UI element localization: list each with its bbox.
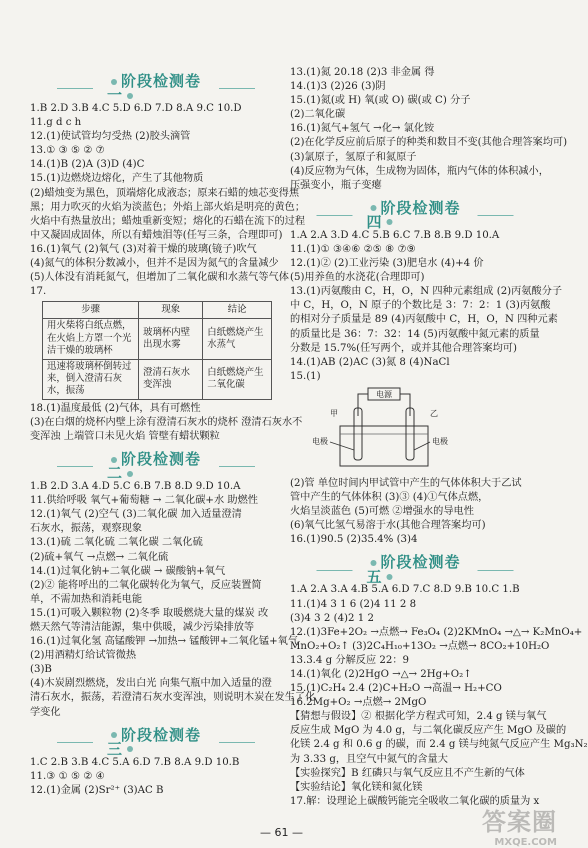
electrode-b-label: 电极: [432, 436, 448, 446]
heading-text: 阶段检测卷二: [107, 450, 202, 483]
heading-text: 阶段检测卷五: [366, 553, 461, 586]
answer-line: 16.2Mg+O₂ →点燃→ 2MgO: [290, 697, 427, 709]
electrode-a-pointer: [330, 442, 354, 450]
answer-line: 的质量比是 36：7：32：14 (5)丙氨酸中氮元素的质量: [290, 328, 540, 340]
answer-line: 15.(1): [290, 370, 321, 382]
table-header: 步骤: [43, 302, 139, 319]
answer-line: (5)人体没有消耗氮气，但增加了二氧化碳和水蒸气等气体: [30, 272, 289, 284]
answer-line: 13.① ③ ⑤ ② ⑦: [30, 145, 105, 157]
answer-line: 16.(1)过氧化氢 高锰酸钾 →加热→ 锰酸钾+二氧化锰+氧气: [30, 636, 299, 648]
answer-line: 1.B 2.D 3.A 4.D 5.C 6.B 7.B 8.D 9.D 10.A: [30, 481, 241, 493]
answer-line: 16.(1)90.5 (2)35.4% (3)4: [290, 534, 418, 546]
table-header: 结论: [203, 302, 272, 319]
water-trough: [340, 426, 428, 466]
answer-line: 火焰中有热量放出；蜡烛重新变短；熔化的石蜡在流下的过程: [30, 215, 306, 227]
table-row: [43, 319, 272, 359]
power-source-label: 电源: [376, 389, 392, 399]
electrode-a-label: 电极: [312, 436, 328, 446]
tube-b-label: 乙: [430, 408, 438, 418]
section-heading-1: [30, 70, 282, 105]
section-4-answers-cont: [290, 477, 540, 547]
answer-line: 反应生成 MgO 为 4.0 g，与二氧化碳反应产生 MgO 及碳的: [290, 725, 567, 737]
watermark: [482, 802, 557, 848]
section-heading-3: [30, 724, 282, 758]
answer-line: 14.(1)3 (2)26 (3)阴: [290, 81, 386, 93]
answer-line: (2)二氧化碳: [290, 109, 346, 121]
section-5-answers: [290, 583, 588, 809]
answer-line: 14.(1)B (2)A (3)D (4)C: [30, 159, 145, 171]
section-3-answers-cont: [290, 66, 568, 193]
left-column: [30, 66, 316, 798]
page-number: — 61 —: [260, 826, 303, 839]
answer-line: (4)氮气的体积分数减小，但并不是因为氮气的含量减少: [30, 258, 279, 270]
answer-line: 15.(1)边燃烧边熔化，产生了其他物质: [30, 173, 204, 185]
answer-line: (4)反应物为气体，生成物为固体，瓶内气体的体积减小，: [290, 165, 549, 177]
table-cell: 玻璃杯内壁出现水雾: [139, 319, 203, 359]
answer-line: 11.(1)① ③④⑥ ②⑤ ⑧ ⑦⑨: [290, 243, 416, 255]
answer-line: (3)4 3 2 (4)2 1 2: [290, 612, 374, 624]
answer-line: MnO₂+O₂↑ (3)2C₄H₁₀+13O₂ →点燃→ 8CO₂+10H₂O: [290, 640, 550, 652]
answer-line: 17.解：设理论上碳酸钙能完全吸收二氧化碳的质量为 x: [290, 795, 540, 807]
answer-line: 17.: [30, 286, 47, 298]
answer-line: 学变化: [30, 706, 61, 718]
answer-line: 【实验结论】氧化镁和氮化镁: [290, 781, 423, 793]
section-heading-4: [290, 197, 540, 231]
answer-line: 13.(1)硫 二氧化硫 二氧化碳 二氧化硫: [30, 537, 203, 549]
answer-line: 【猜想与假设】② 根据化学方程式可知，2.4 g 镁与氧气: [290, 711, 547, 723]
answer-line: 16.(1)氮气+氢气 →化→ 氯化铵: [290, 123, 435, 135]
heading-text: 阶段检测卷四: [366, 198, 461, 231]
answer-line: 1.A 2.A 3.D 4.C 5.B 6.C 7.B 8.B 9.D 10.A: [290, 229, 500, 241]
right-column: [290, 66, 588, 809]
table-row: [43, 359, 272, 399]
answer-line: (3)氯原子，氢原子和氮原子: [290, 151, 417, 163]
answer-line: 11.(1)4 3 1 6 (2)4 11 2 8: [290, 598, 417, 610]
answer-line: 12.(1)3Fe+2O₂ →点燃→ Fe₃O₄ (2)2KMnO₄ →△→ K₂MnO₄+: [290, 626, 583, 638]
answer-line: 13.3.4 g 分解反应 22：9: [290, 654, 410, 666]
section-1-answers-cont: [30, 402, 303, 444]
answer-line: 1.A 2.A 3.A 4.B 5.A 6.D 7.C 8.D 9.B 10.C 1.B: [290, 584, 520, 596]
answer-line: 15.(1)C₂H₄ 2.4 (2)C+H₂O →高温→ H₂+CO: [290, 683, 502, 695]
answer-line: 14.(1)过氧化钠+二氧化碳 → 碳酸钠+氧气: [30, 565, 226, 577]
answer-line: 压强变小，瓶子变瘪: [290, 179, 382, 191]
answer-line: 13.(1)丙氨酸由 C，H，O，N 四种元素组成 (2)丙氨酸分子: [290, 286, 563, 298]
answer-line: 16.(1)氧气 (2)氧气 (3)对着干燥的玻璃(镜子)吹气: [30, 243, 257, 255]
answer-line: 石灰水，振荡，观察现象: [30, 523, 143, 535]
answer-line: 12.(1)② (2)工业污染 (3)肥皂水 (4)+4 价: [290, 258, 484, 270]
answer-line: 燃天然气等清洁能源，集中供暖，减少污染排放等: [30, 621, 255, 633]
answer-line: 中又凝固成固体，所以有蜡烛泪等(任写三条，合理即可): [30, 229, 283, 241]
section-3-answers: [30, 756, 282, 798]
section-1-answers: [30, 102, 306, 299]
answer-line: 化镁 2.4 g 和 0.6 g 的碳，而 2.4 g 镁与纯氮气反应产生 Mg₃N₂: [290, 739, 588, 751]
heading-text: 阶段检测卷一: [107, 72, 202, 105]
answer-line: 为 3.33 g，且空气中氮气的含量大: [290, 753, 448, 765]
answer-line: 管中产生的气体体积 (3)③ (4)①气体点燃，: [290, 492, 489, 504]
answer-line: 13.(1)氮 20.18 (2)3 非金属 得: [290, 67, 435, 78]
answer-line: (2)硫+氧气 →点燃→ 二氧化硫: [30, 551, 169, 563]
answer-line: (2)蜡烛变为黑色，顶端熔化成液态；原来石蜡的烛芯变得焦: [30, 187, 300, 199]
answer-line: 中 C，H，O，N 原子的个数比是 3：7：2：1 (3)丙氨酸: [290, 300, 551, 312]
tube-a-label: 甲: [330, 408, 338, 418]
table-cell: 白纸燃烧产生水蒸气: [203, 319, 272, 359]
table-cell: 迅速将玻璃杯倒转过来，倒入澄清石灰水，振荡: [43, 359, 139, 399]
watermark-subtext: MXQE.COM: [494, 837, 557, 848]
answer-line: 11.供给呼吸 氧气+葡萄糖 → 二氧化碳+水 助燃性: [30, 495, 258, 507]
section-2-answers: [30, 480, 316, 720]
answer-line: 火焰呈淡蓝色 (5)可燃 ②增强水的导电性: [290, 506, 474, 518]
answer-line: 15.(1)氮(或 H) 氧(或 O) 碳(或 C) 分子: [290, 95, 471, 107]
watermark-text: 答案圈: [482, 808, 557, 836]
table-header: 现象: [139, 302, 203, 319]
answer-line: 12.(1)氧气 (2)空气 (3)二氧化碳 加入适量澄清: [30, 509, 242, 521]
answer-line: (2)用酒精灯给试管微热: [30, 650, 137, 662]
section-heading-2: [30, 448, 282, 483]
answer-line: 12.(1)金属 (2)Sr²⁺ (3)AC B: [30, 784, 164, 796]
answer-line: 18.(1)温度最低 (2)气体，具有可燃性: [30, 402, 201, 414]
answer-line: (4)木炭剧烈燃烧，发出白光 向集气瓶中加入适量的澄: [30, 678, 272, 690]
answer-line: (2)在化学反应前后原子的种类和数目不变(其他合理答案均可): [290, 137, 568, 149]
answer-line: 黑；用力吹灭的火焰为淡蓝色；外焰上部火焰是明亮的黄色；: [30, 201, 306, 213]
answer-line: 清石灰水，振荡，若澄清石灰水变浑浊，则说明木炭在发生了化: [30, 692, 316, 704]
answer-line: 11.g d c h: [30, 117, 82, 129]
answer-line: 【实验探究】B 红磷只与氧气反应且不产生新的气体: [290, 767, 525, 779]
table-cell: 用火柴将白纸点燃，在火焰上方罩一个光洁干燥的玻璃杯: [43, 319, 139, 359]
answer-line: 14.(1)AB (2)AC (3)氮 8 (4)NaCl: [290, 356, 450, 368]
answer-line: 12.(1)使试管均匀受热 (2)胶头滴管: [30, 131, 191, 143]
answer-line: (3)在白烟的烧杯内壁上涂有澄清石灰水的烧杯 澄清石灰水不: [30, 416, 303, 428]
answer-line: 变浑浊 上端管口未见火焰 管壁有蜡状颗粒: [30, 430, 220, 442]
section-heading-5: [290, 551, 540, 586]
answer-line: (2)② 能将呼出的二氧化碳转化为氧气，反应装置简: [30, 579, 262, 591]
answer-line: 的相对分子质量是 89 (4)丙氨酸中 C，H，O，N 四种元素: [290, 314, 558, 326]
table-header-row: [43, 302, 272, 319]
answer-line: (3)B: [30, 664, 52, 676]
heading-text: 阶段检测卷三: [107, 725, 202, 758]
answer-line: 11.③ ① ⑤ ② ④: [30, 770, 105, 782]
answer-line: 分数是 15.7%(任写两个，或并其他合理答案均可): [290, 342, 517, 354]
table-cell: 白纸燃烧产生二氧化碳: [203, 359, 272, 399]
experiment-table: [42, 301, 272, 399]
table-cell: 澄清石灰水变浑浊: [139, 359, 203, 399]
answer-line: (6)氧气比氢气易溶于水(其他合理答案均可): [290, 520, 486, 532]
answer-line: (2)管 单位时间内甲试管中产生的气体体积大于乙试: [290, 477, 522, 489]
answer-line: 14.(1)氧化 (2)2HgO →△→ 2Hg+O₂↑: [290, 669, 472, 680]
section-4-answers: [290, 229, 563, 384]
answer-line: (5)用养鱼的水浇花(合理即可): [290, 272, 425, 284]
answer-line: 1.B 2.D 3.B 4.C 5.D 6.D 7.D 8.A 9.C 10.D: [30, 103, 242, 114]
electrolysis-diagram: [310, 386, 460, 472]
answer-line: 1.C 2.B 3.B 4.C 5.A 6.D 7.B 8.A 9.D 10.B: [30, 756, 240, 768]
answer-line: 15.(1)可吸入颗粒物 (2)冬季 取暖燃烧大量的煤炭 改: [30, 607, 269, 619]
answer-line: 单，不需加热和消耗电能: [30, 593, 143, 605]
